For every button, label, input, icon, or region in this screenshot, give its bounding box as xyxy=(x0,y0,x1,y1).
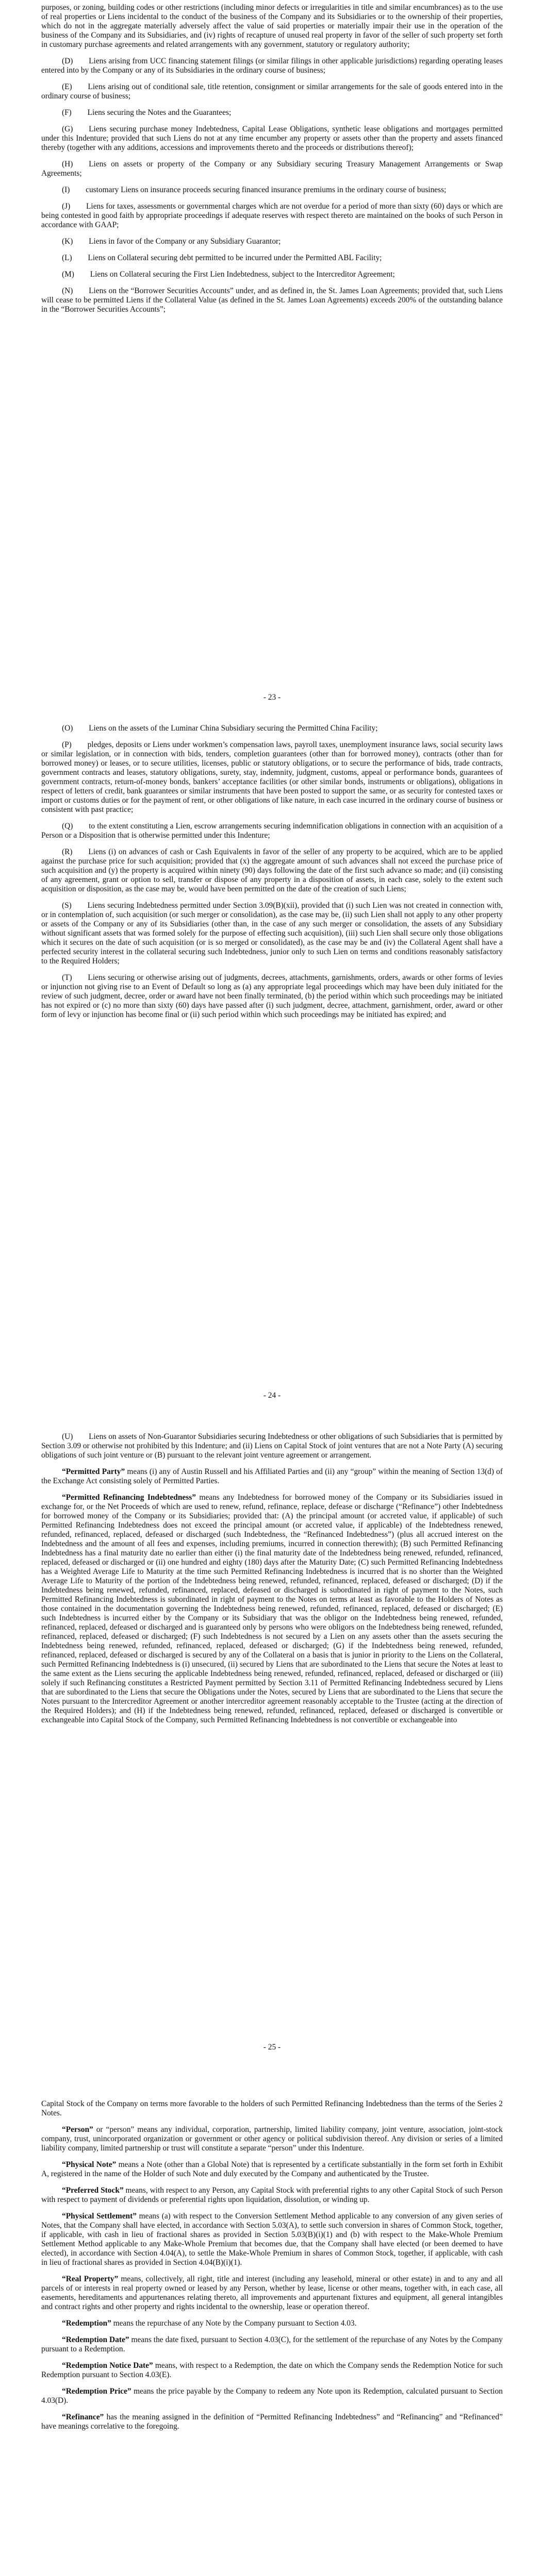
definition-text: means any Indebtedness for borrowed money of the Company or its Subsidiaries issued in exchange for, or the Net Proceeds of which are used to renew, refund, refinance, replace, defease or discharge (“Refinance”) other Indebtedness for borrowed money of the Company or its Subsidiaries; provided that: (A) the principal amount (or accreted value, if applicable) of such Permitted Refinancing Indebtedness does not exceed the principal amount (or accreted value, if applicable) of the Indebtedness renewed, refunded, refinanced, replaced, defeased or discharged (such Indebtedness, the “Refinanced Indebtedness”) (plus all accrued interest on the Indebtedness and the amount of all fees and expenses, including premiums, incurred in connection therewith); (B) such Permitted Refinancing Indebtedness has a final maturity date no earlier than either (i) the final maturity date of the Indebtedness being renewed, refunded, refinanced, replaced, defeased or discharged or (ii) one hundred and eighty (180) days after the Maturity Date; (C) such Permitted Refinancing Indebtedness has a Weighted Average Life to Maturity at the time such Permitted Refinancing Indebtedness is incurred that is no shorter than the Weighted Average Life to Maturity of the portion of the Indebtedness being renewed, refunded, refinanced, replaced, defeased or discharged; (D) if the Indebtedness being renewed, refunded, refinanced, replaced, defeased or discharged is subordinated in right of payment to the Notes, such Permitted Refinancing Indebtedness is subordinated in right of payment to the Notes on terms at least as favorable to the Holders of Notes as those contained in the documentation governing the Indebtedness being renewed, refunded, refinanced, replaced, defeased or discharged; (E) such Indebtedness is incurred either by the Company or its Subsidiary that was the obligor on the Indebtedness being renewed, refunded, refinanced, replaced, defeased or discharged and is guaranteed only by persons who were obligors on the Indebtedness being renewed, refunded, refinanced, replaced, defeased or discharged; (F) such Indebtedness is not secured by a Lien on any assets other than the assets securing the Indebtedness being renewed, refunded, refinanced, replaced, defeased or discharged; (G) if the Indebtedness being renewed, refunded, refinanced, replaced, defeased or discharged is secured by any of the Collateral on a basis that is junior in priority to the Liens on the Collateral, such Permitted Refinancing Indebtedness is (i) unsecured, (ii) secured by Liens that are subordinated to the Liens that secure the Notes at least to the same extent as the Liens securing the applicable Indebtedness being renewed, refunded, refinanced, replaced, defeased or discharged or (iii) solely if such Refinancing constitutes a Restricted Payment permitted by Section 3.11 of Permitted Refinancing Indebtedness secured by Liens that are subordinated to the Liens that secure the Obligations under the Notes, secured by Liens that are subordinated to the Liens that secure the Notes pursuant to the Intercreditor Agreement or another intercreditor agreement reasonably acceptable to the Trustee (acting at the direction of the Required Holders); and (H) if the Indebtedness being renewed, refunded, refinanced, replaced, defeased or discharged is convertible or exchangeable into Capital Stock of the Company, such Permitted Refinancing Indebtedness is not convertible or exchangeable into xyxy=(41,1493,503,1724)
term: “Physical Settlement” xyxy=(62,2212,137,2221)
definition-text: or “person” means any individual, corporation, partnership, limited liability company, joint venture, association, joint-stock company, trust, unincorporated organization or government or other agency or political subdivision thereof. Any division or series of a limited liability company, limited partnership or trust will constitute a separate “person” under this Indenture. xyxy=(41,2125,503,2153)
definition-text: means, with respect to a Redemption, the date on which the Company sends the Redemption Notice for such Redemption pursuant to Section 4.03(E). xyxy=(41,2361,503,2379)
definition-redemption xyxy=(41,2319,503,2328)
definition-redemption-notice-date xyxy=(41,2361,503,2380)
definition-refinance xyxy=(41,2413,503,2431)
definition-redemption-price xyxy=(41,2387,503,2405)
paragraph-o: (O) Liens on the assets of the Luminar China Subsidiary securing the Permitted China Facility; xyxy=(62,724,378,733)
page-number-24: - 24 - xyxy=(263,1391,281,1400)
definition-person xyxy=(41,2125,503,2153)
paragraph-r: (R) Liens (i) on advances of cash or Cash Equivalents in favor of the seller of any property to be acquired, which are to be applied against the purchase price for such acquisition; provided that (x) the aggregate amount of such advances shall not exceed the purchase price of such acquisition and (y) the property is acquired within ninety (90) days following the date of the first such advance so made; and (ii) consisting of any agreement, grant or option to sell, transfer or dispose of any property in a disposition of assets, in each case, solely to the extent such acquisition or disposition, as the case may be, would have been permitted on the date of the creation of such Liens; xyxy=(41,848,503,893)
paragraph-m: (M) Liens on Collateral securing the First Lien Indebtedness, subject to the Intercreditor Agreement; xyxy=(62,270,395,279)
paragraph-s: (S) Liens securing Indebtedness permitted under Section 3.09(B)(xii), provided that (i) such Lien was not created in connection with, or in contemplation of, such acquisition (or such merger or consolidation), as the case may be, (ii) such Lien shall not apply to any other property or assets of the Company or any of its Subsidiaries (other than, in the case of any such merger or consolidation, the assets of any Subsidiary without significant assets that was formed solely for the purpose of effecting such acquisition), (iii) such Lien shall secure only those obligations which it secures on the date of such acquisition (or is so merged or consolidated), as the case may be and (iv) the Collateral Agent shall have a perfected security interest in the collateral securing such Indebtedness, junior only to such Lien on terms and conditions reasonably satisfactory to the Required Holders; xyxy=(41,901,503,965)
definition-text: means (a) with respect to the Conversion Settlement Method applicable to any conversion of any given series of Notes, that the Company shall have elected, in accordance with Section 5.03(A), to settle such conversion in shares of Common Stock, together, if applicable, with cash in lieu of fractional shares as provided in Section 5.03(B)(i)(1) and (b) with respect to the Make-Whole Premium Settlement Method applicable to any Make-Whole Premium that becomes due, that the Company shall have elected (or been deemed to have elected), in accordance with Section 4.04(A), to settle the Make-Whole Premium in shares of Common Stock, together, if applicable, with cash in lieu of fractional shares as provided in Section 4.04(B)(i)(1). xyxy=(41,2212,503,2267)
definition-physical-settlement xyxy=(41,2212,503,2267)
paragraph-n: (N) Liens on the “Borrower Securities Accounts” under, and as defined in, the St. James Loan Agreements; provided that, such Liens will cease to be permitted Liens if the Collateral Value (as defined in the St. James Loan Agreements) exceeds 200% of the outstanding balance in the “Borrower Securities Accounts”; xyxy=(41,286,503,314)
paragraph-d: (D) Liens arising from UCC financing statement filings (or similar filings in other applicable jurisdictions) regarding operating leases entered into by the Company or any of its Subsidiaries in the ordinary course of business; xyxy=(41,57,503,75)
definition-text: has the meaning assigned in the definition of “Permitted Refinancing Indebtedness” and “Refinancing” and “Refinanced” have meanings correlative to the foregoing. xyxy=(41,2413,503,2431)
paragraph-u: (U) Liens on assets of Non-Guarantor Subsidiaries securing Indebtedness or other obligations of such Subsidiaries that is permitted by Section 3.09 or otherwise not prohibited by this Indenture; and (ii) Liens on Capital Stock of joint ventures that are not a Note Party (A) securing obligations of such joint venture or (B) pursuant to the relevant joint venture agreement or arrangement. xyxy=(41,1432,503,1460)
paragraph-l: (L) Liens on Collateral securing debt permitted to be incurred under the Permitted ABL Facility; xyxy=(62,253,382,262)
paragraph-g: (G) Liens securing purchase money Indebtedness, Capital Lease Obligations, synthetic lease obligations and mortgages permitted under this Indenture; provided that such Liens do not at any time encumber any property or assets other than the property and assets financed thereby (together with any additions, accessions and improvements thereto and the proceeds or distributions thereof); xyxy=(41,125,503,152)
page-26 xyxy=(0,2099,544,2438)
definition-text: means, collectively, all right, title and interest (including any leasehold, mineral or other estate) in and to any and all parcels of or interests in real property owned or leased by any Person, whether by lease, license or other means, together with, in each case, all easements, hereditaments and appurtenances relating thereto, all improvements and appurtenant fixtures and equipment, all general intangibles and contract rights and other property and rights incidental to the ownership, lease or operation thereof. xyxy=(41,2275,503,2311)
definition-text: means the price payable by the Company to redeem any Note upon its Redemption, calculated pursuant to Section 4.03(D). xyxy=(41,2387,503,2405)
paragraph-p: (P) pledges, deposits or Liens under workmen’s compensation laws, payroll taxes, unemployment insurance laws, social security laws or similar legislation, or in connection with bids, tenders, completion guarantees (other than for borrowed money), contracts (other than for borrowed money) or leases, or to secure utilities, licenses, public or statutory obligations, or to secure the performance of bids, trade contracts, government contracts and leases, statutory obligations, surety, stay, indemnity, judgment, customs, appeal or performance bonds, guarantees of government contracts, return-of-money bonds, bankers’ acceptance facilities (or other similar bonds, instruments or obligations), obligations in respect of letters of credit, bank guarantees or similar instruments that have been posted to support the same, or as security for contested taxes or import or customs duties or for the payment of rent, or other obligations of like nature, in each case incurred in the ordinary course of business or consistent with past practice; xyxy=(41,740,503,814)
definition-text: means, with respect to any Person, any Capital Stock with preferential rights to any other Capital Stock of such Person with respect to payment of dividends or preferential rights upon liquidation, dissolution, or winding up. xyxy=(41,2186,503,2204)
term: “Redemption Date” xyxy=(62,2335,129,2344)
paragraph-j: (J) Liens for taxes, assessments or governmental charges which are not overdue for a period of more than sixty (60) days or which are being contested in good faith by appropriate proceedings if adequate reserves with respect thereto are maintained on the books of such Person in accordance with GAAP; xyxy=(41,202,503,229)
page-number-23: - 23 - xyxy=(263,693,281,702)
definition-text: means (i) any of Austin Russell and his Affiliated Parties and (ii) any “group” within the meaning of Section 13(d) of the Exchange Act consisting solely of Permitted Parties. xyxy=(41,1467,503,1485)
paragraph-c-continued: purposes, or zoning, building codes or other restrictions (including minor defects or irregularities in title and similar encumbrances) as to the use of real properties or Liens incidental to the conduct of the business of the Company and its Subsidiaries or to the ownership of their properties, which do not in the aggregate materially adversely affect the value of said properties or materially impair their use in the operation of the business of the Company and its Subsidiaries, and (iv) rights of recapture of unused real property in favor of the seller of such property set forth in customary purchase agreements and related arrangements with any government, statutory or regulatory authority; xyxy=(41,3,503,49)
page-23 xyxy=(0,3,544,321)
term: “Person” xyxy=(62,2125,93,2134)
term: “Redemption Notice Date” xyxy=(62,2361,153,2370)
definition-real-property xyxy=(41,2275,503,2312)
definition-permitted-party xyxy=(41,1467,503,1486)
definition-text: means a Note (other than a Global Note) that is represented by a certificate substantially in the form set forth in Exhibit A, registered in the name of the Holder of such Note and duly executed by the Company and authenticated by the Trustee. xyxy=(41,2160,503,2178)
term: “Physical Note” xyxy=(62,2160,117,2169)
term: “Redemption” xyxy=(62,2319,111,2328)
paragraph-e: (E) Liens arising out of conditional sale, title retention, consignment or similar arrangements for the sale of goods entered into in the ordinary course of business; xyxy=(41,82,503,100)
definition-permitted-refinancing-indebtedness xyxy=(41,1493,503,1725)
definition-preferred-stock xyxy=(41,2186,503,2205)
paragraph-t: (T) Liens securing or otherwise arising out of judgments, decrees, attachments, garnishments, orders, awards or other forms of levies or injunction not giving rise to an Event of Default so long as (a) any appropriate legal proceedings which may have been duly initiated for the review of such judgment, decree, order or award have not been finally terminated, (b) the period within which such proceedings may be initiated has not expired or (c) no more than sixty (60) days have passed after (i) such judgment, decree, attachment, garnishment, order, award or other form of levy or injunction has become final or (ii) such period within which such proceedings may be initiated has expired; and xyxy=(41,973,503,1019)
paragraph-f: (F) Liens securing the Notes and the Guarantees; xyxy=(62,108,232,117)
paragraph-i: (I) customary Liens on insurance proceeds securing financed insurance premiums in the ordinary course of business; xyxy=(62,185,447,194)
paragraph-capital-stock-continued: Capital Stock of the Company on terms more favorable to the holders of such Permitted Refinancing Indebtedness than the terms of the Series 2 Notes. xyxy=(41,2099,503,2117)
paragraph-q: (Q) to the extent constituting a Lien, escrow arrangements securing indemnification obligations in connection with an acquisition of a Person or a Disposition that is otherwise permitted under this Indenture; xyxy=(41,822,503,840)
definition-redemption-date xyxy=(41,2335,503,2354)
definition-text: means the date fixed, pursuant to Section 4.03(C), for the settlement of the repurchase of any Notes by the Company pursuant to a Redemption. xyxy=(41,2335,503,2353)
paragraph-h: (H) Liens on assets or property of the Company or any Subsidiary securing Treasury Management Arrangements or Swap Agreements; xyxy=(41,160,503,178)
definition-text: means the repurchase of any Note by the Company pursuant to Section 4.03. xyxy=(111,2319,357,2328)
term: “Preferred Stock” xyxy=(62,2186,124,2195)
term-permitted-party: “Permitted Party” xyxy=(62,1467,125,1476)
definition-physical-note xyxy=(41,2160,503,2179)
paragraph-k: (K) Liens in favor of the Company or any Subsidiary Guarantor; xyxy=(62,237,281,246)
term: “Refinance” xyxy=(62,2413,104,2421)
page-24 xyxy=(0,724,544,1027)
term: “Real Property” xyxy=(62,2275,119,2283)
page-25 xyxy=(0,1432,544,1732)
term-permitted-refinancing-indebtedness: “Permitted Refinancing Indebtedness” xyxy=(62,1493,196,1502)
page-number-25: - 25 - xyxy=(263,2043,281,2052)
term: “Redemption Price” xyxy=(62,2387,131,2396)
